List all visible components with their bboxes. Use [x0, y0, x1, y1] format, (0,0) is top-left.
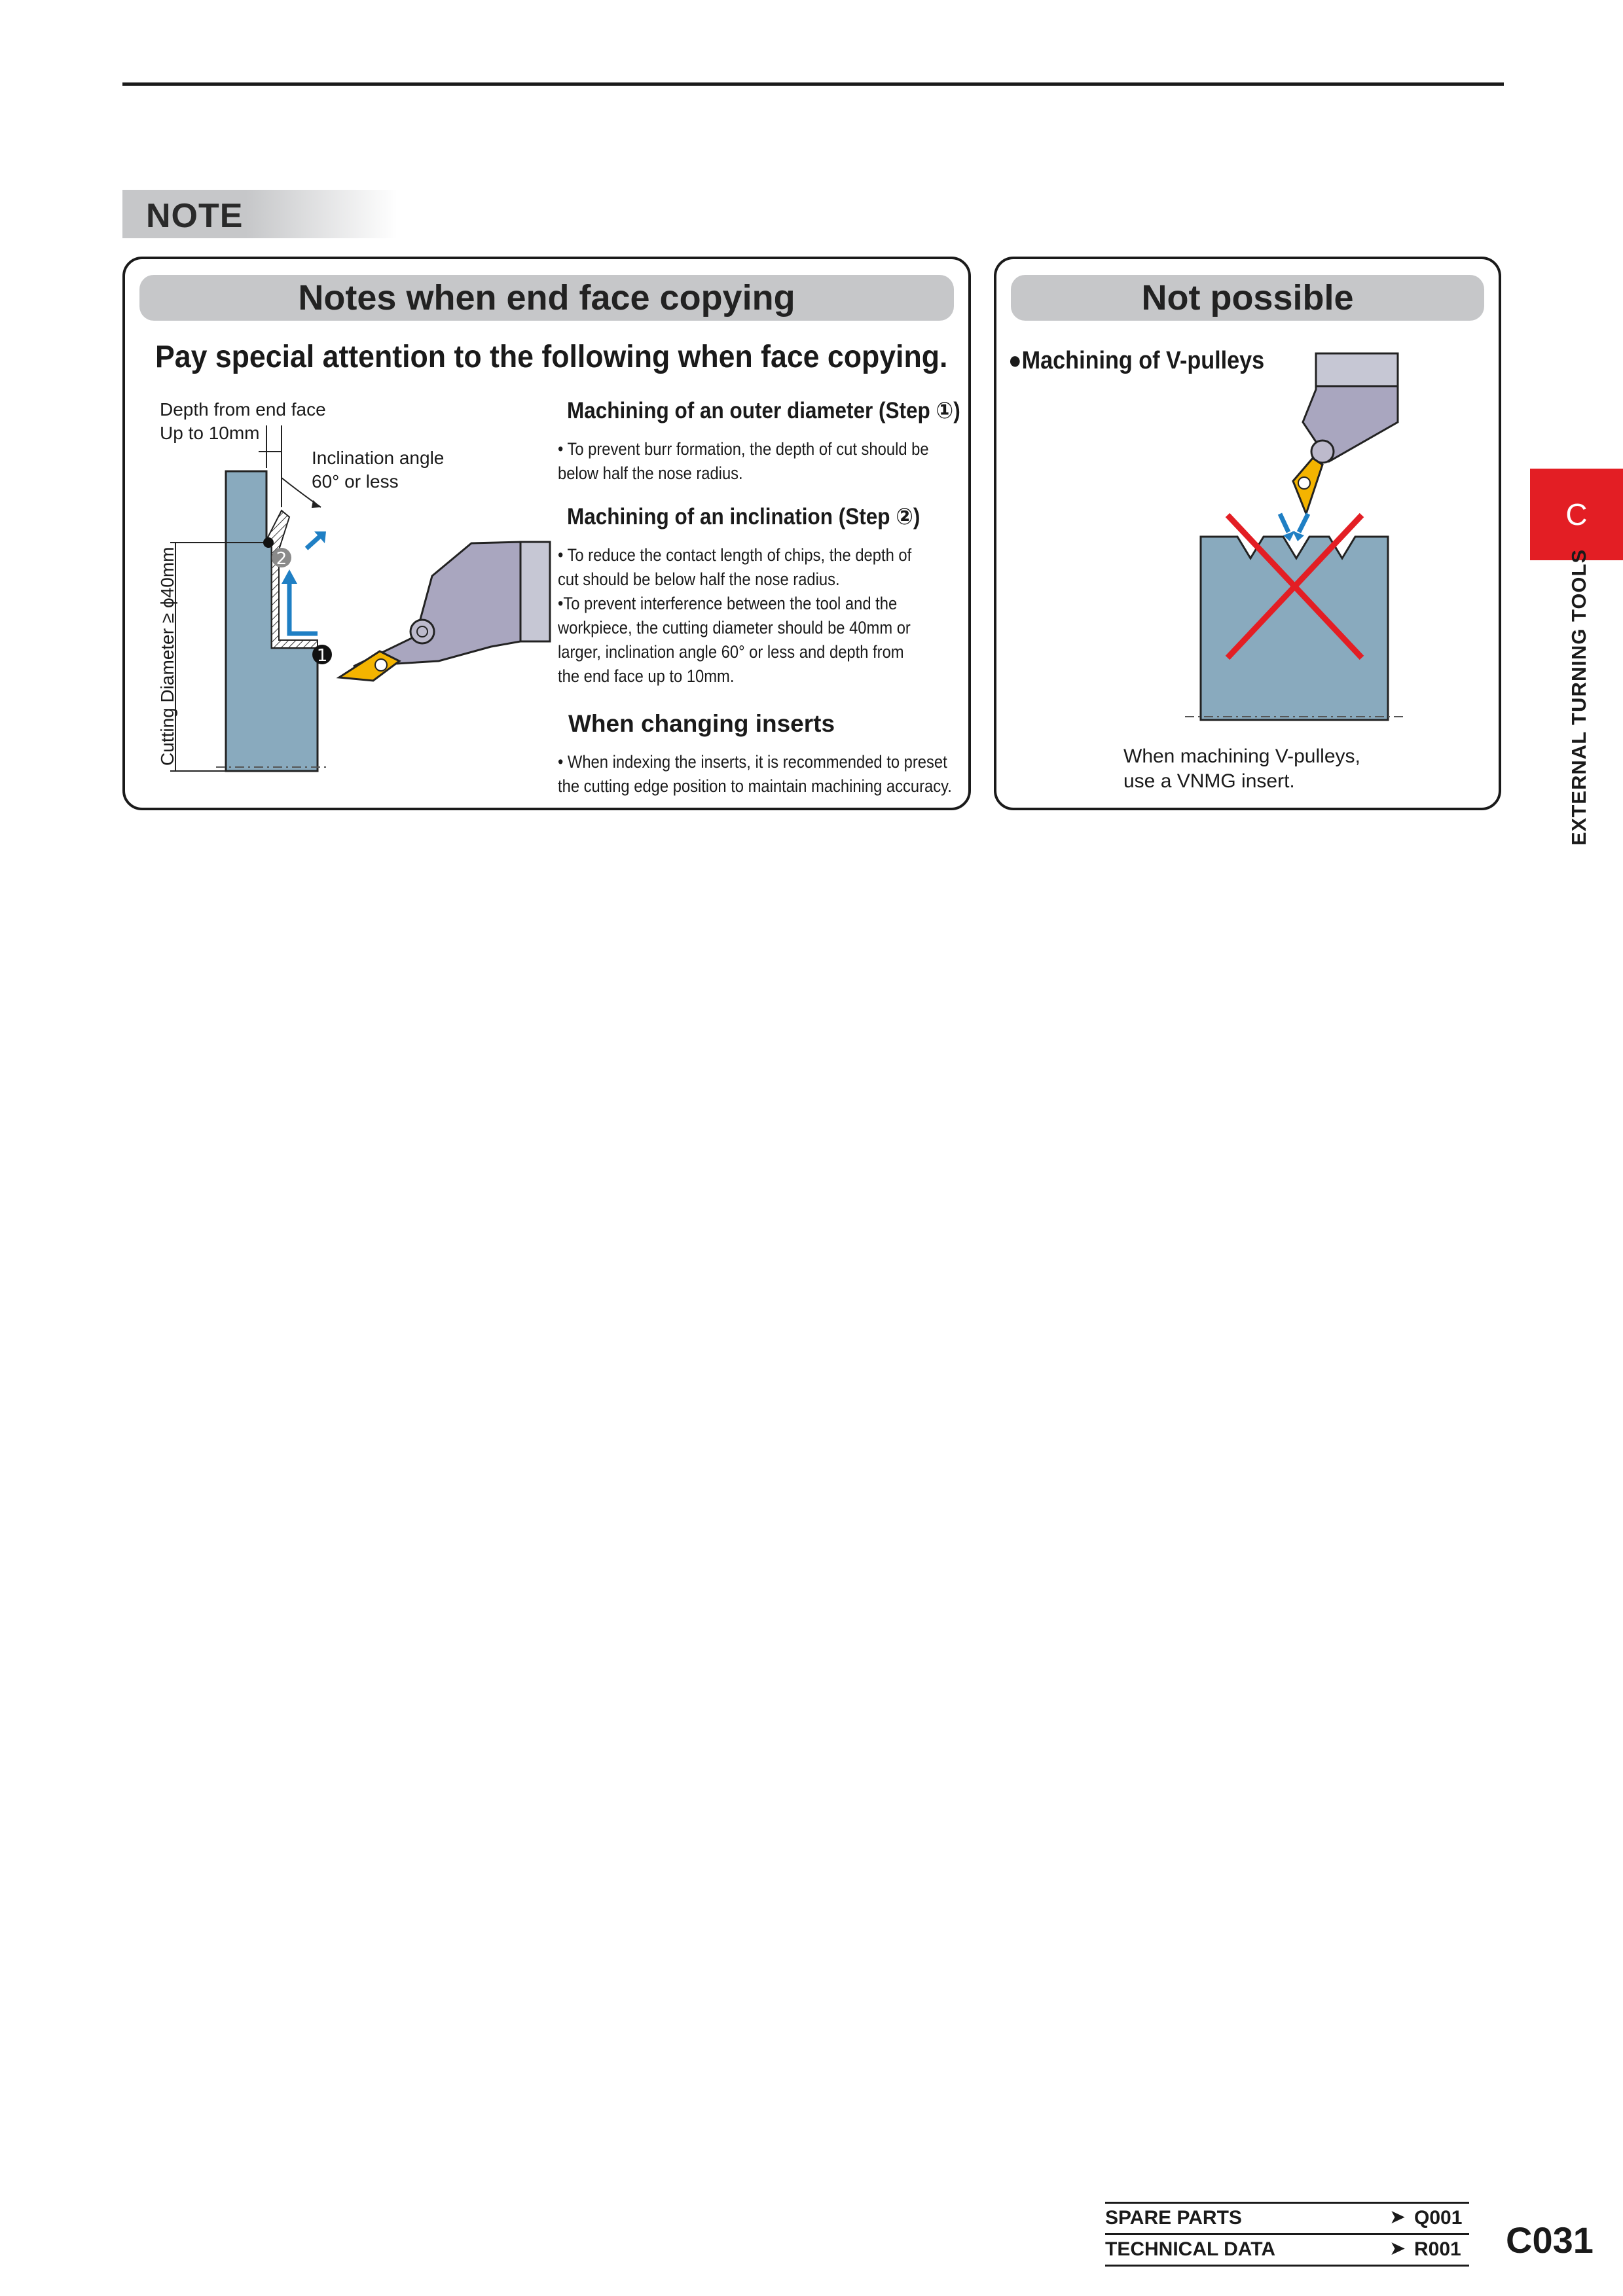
section-line: • To prevent burr formation, the depth of cut should be — [558, 439, 929, 459]
vpulley-caption-2: use a VNMG insert. — [1123, 770, 1295, 792]
panel-title: Not possible — [1011, 275, 1484, 321]
section-heading-inclination: Machining of an inclination (Step ②) — [567, 504, 921, 529]
vpulley-item: ●Machining of V-pulleys — [1008, 347, 1265, 374]
ref-spare-parts-label[interactable]: SPARE PARTS — [1105, 2207, 1242, 2229]
page-number: C031 — [1506, 2219, 1594, 2261]
section-heading-outer: Machining of an outer diameter (Step ①) — [567, 398, 960, 423]
note-tab — [122, 190, 397, 238]
vpulley-diagram — [1165, 350, 1414, 730]
depth-label-1: Depth from end face — [160, 399, 326, 420]
ref-technical-data-label[interactable]: TECHNICAL DATA — [1105, 2238, 1275, 2260]
diameter-label: Cutting Diameter ≥ ϕ40mm — [157, 547, 177, 766]
ref-spare-parts-code[interactable]: Q001 — [1414, 2207, 1463, 2229]
section-line: below half the nose radius. — [558, 463, 743, 483]
panel-title: Notes when end face copying — [139, 275, 954, 321]
step1-arrow — [289, 583, 318, 634]
section-line: • When indexing the inserts, it is recommended to preset — [558, 752, 947, 772]
contact-point — [263, 537, 274, 548]
step2-marker: 2 — [276, 549, 287, 569]
arrow-icon: ➤ — [1389, 2238, 1406, 2259]
arrow-icon: ➤ — [1389, 2206, 1406, 2228]
footer-rule-top — [1105, 2202, 1469, 2204]
pulley-workpiece — [1201, 537, 1388, 720]
lead-text: Pay special attention to the following when face copying. — [155, 340, 948, 374]
footer-rule-bottom — [1105, 2265, 1469, 2267]
section-line: cut should be below half the nose radius. — [558, 569, 840, 589]
step1-marker: 1 — [316, 646, 328, 666]
section-heading-inserts: When changing inserts — [568, 710, 835, 737]
depth-label-2: Up to 10mm — [160, 423, 260, 443]
insert — [339, 651, 399, 681]
note-label: NOTE — [146, 197, 244, 235]
angle-label-1: Inclination angle — [312, 448, 445, 468]
angle-label-2: 60° or less — [312, 471, 399, 492]
vpulley-caption-1: When machining V-pulleys, — [1123, 745, 1360, 767]
section-line: workpiece, the cutting diameter should be 40mm or — [558, 618, 911, 637]
section-line: •To prevent interference between the tool and the — [558, 594, 898, 613]
tool-holder — [520, 542, 550, 641]
ref-technical-data-code[interactable]: R001 — [1414, 2238, 1461, 2260]
top-rule — [122, 82, 1504, 86]
chapter-tab[interactable]: C — [1530, 469, 1623, 560]
section-line: • To reduce the contact length of chips, the depth of — [558, 545, 912, 565]
chapter-label: EXTERNAL TURNING TOOLS — [1567, 548, 1590, 846]
section-line: the cutting edge position to maintain machining accuracy. — [558, 776, 952, 796]
footer-rule-mid — [1105, 2233, 1469, 2235]
section-line: the end face up to 10mm. — [558, 666, 735, 686]
section-line: larger, inclination angle 60° or less and depth from — [558, 642, 904, 662]
